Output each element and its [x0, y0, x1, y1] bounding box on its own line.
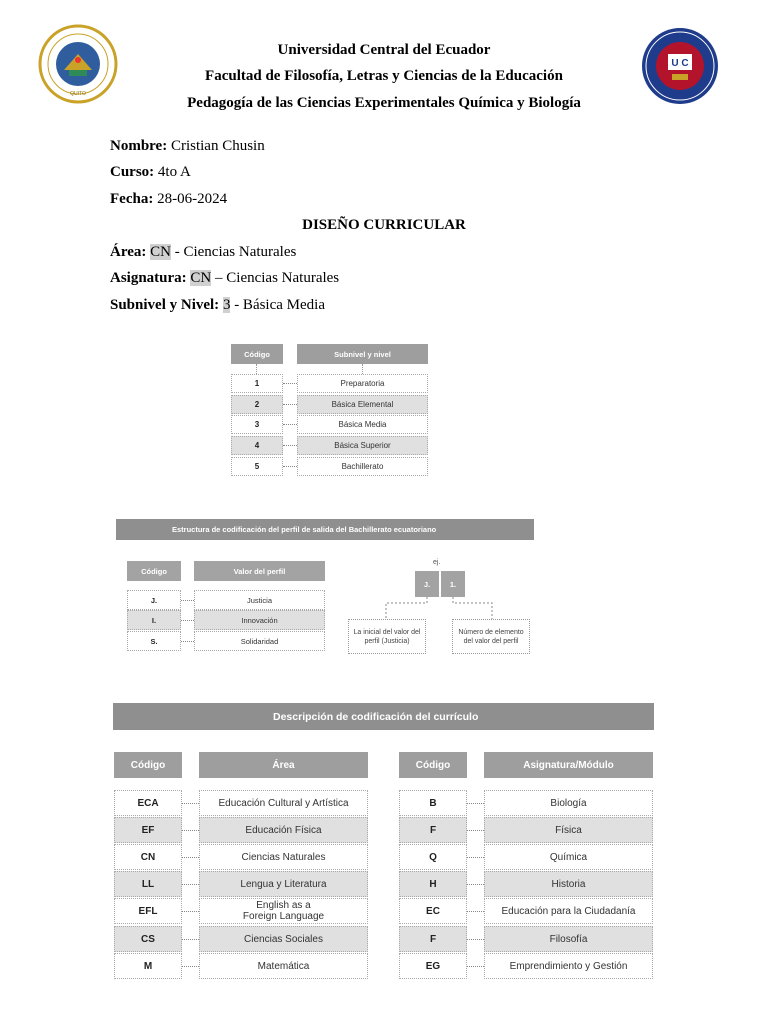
- t1-row-label: Básica Media: [297, 415, 428, 434]
- asignatura-code: CN: [190, 270, 212, 286]
- faculty-seal-logo: [640, 26, 720, 106]
- t2-header-codigo: Código: [127, 561, 181, 581]
- t3-left-label: English as a Foreign Language: [199, 898, 368, 924]
- t1-row-code: 5: [231, 457, 283, 476]
- t3-right-label: Historia: [484, 871, 653, 897]
- t2-row-code: I.: [127, 610, 181, 630]
- t3-left-code: M: [114, 953, 182, 979]
- t1-header-codigo: Código: [231, 344, 283, 364]
- curso-value: 4to A: [157, 164, 191, 180]
- area-value: - Ciencias Naturales: [170, 244, 297, 260]
- nivel-label: Subnivel y Nivel:: [110, 297, 220, 313]
- t2-example-label: ej.: [433, 559, 441, 566]
- t2-row-label: Innovación: [194, 610, 325, 630]
- t1-row-label: Preparatoria: [297, 374, 428, 393]
- t2-example-left-note: La inicial del valor del perfil (Justicia): [348, 619, 426, 654]
- t3-left-code: CN: [114, 844, 182, 870]
- t3-right-code: H: [399, 871, 467, 897]
- t3-right-label: Física: [484, 817, 653, 843]
- t3-right-label: Educación para la Ciudadanía: [484, 898, 653, 924]
- field-fecha: [110, 191, 227, 208]
- nombre-label: Nombre:: [110, 138, 168, 154]
- field-nivel: [110, 297, 325, 314]
- fecha-value: 28-06-2024: [157, 191, 228, 207]
- t2-row-code: S.: [127, 631, 181, 651]
- t2-row-label: Justicia: [194, 590, 325, 610]
- t3-right-code: F: [399, 817, 467, 843]
- t1-row-label: Básica Elemental: [297, 395, 428, 414]
- t3-right-label: Química: [484, 844, 653, 870]
- t3-title-bar: Descripción de codificación del currículo: [113, 703, 654, 730]
- svg-text:QUITO: QUITO: [70, 91, 86, 97]
- t3-right-header-codigo: Código: [399, 752, 467, 778]
- t3-left-header-codigo: Código: [114, 752, 182, 778]
- t3-right-code: EG: [399, 953, 467, 979]
- t1-row-label: Bachillerato: [297, 457, 428, 476]
- t2-example-right-note: Número de elemento del valor del perfil: [452, 619, 530, 654]
- field-curso: [110, 164, 191, 181]
- svg-text:U C: U C: [671, 58, 689, 69]
- t3-left-code: ECA: [114, 790, 182, 816]
- t3-left-label: Educación Física: [199, 817, 368, 843]
- document-title: DISEÑO CURRICULAR: [302, 217, 466, 233]
- t3-left-label: Ciencias Naturales: [199, 844, 368, 870]
- t3-left-code: CS: [114, 926, 182, 952]
- t3-right-label: Filosofía: [484, 926, 653, 952]
- field-nombre: [110, 138, 265, 155]
- curso-label: Curso:: [110, 164, 155, 180]
- area-label: Área:: [110, 244, 147, 260]
- t1-header-subnivel: Subnivel y nivel: [297, 344, 428, 364]
- t3-left-code: EFL: [114, 898, 182, 924]
- career-name: Pedagogía de las Ciencias Experimentales Química y Biología: [187, 95, 581, 111]
- t3-right-code: EC: [399, 898, 467, 924]
- t2-header-valor: Valor del perfil: [194, 561, 325, 581]
- t2-example-code-j: J.: [415, 571, 439, 597]
- t3-left-label: Ciencias Sociales: [199, 926, 368, 952]
- t2-title-bar: Estructura de codificación del perfil de salida del Bachillerato ecuatoriano: [116, 519, 534, 540]
- t3-left-label: Lengua y Literatura: [199, 871, 368, 897]
- t3-right-label: Emprendimiento y Gestión: [484, 953, 653, 979]
- asignatura-value: – Ciencias Naturales: [211, 270, 340, 286]
- t1-row-label: Básica Superior: [297, 436, 428, 455]
- t3-right-header-asignatura: Asignatura/Módulo: [484, 752, 653, 778]
- t1-row-code: 4: [231, 436, 283, 455]
- t3-left-code: LL: [114, 871, 182, 897]
- asignatura-label: Asignatura:: [110, 270, 187, 286]
- t3-left-label: Educación Cultural y Artística: [199, 790, 368, 816]
- t3-left-label: Matemática: [199, 953, 368, 979]
- nivel-code: 3: [222, 297, 231, 313]
- t3-left-header-area: Área: [199, 752, 368, 778]
- t3-right-code: B: [399, 790, 467, 816]
- t2-example-code-1: 1.: [441, 571, 465, 597]
- t3-left-code: EF: [114, 817, 182, 843]
- area-code: CN: [150, 244, 171, 260]
- t1-row-code: 2: [231, 395, 283, 414]
- t2-row-label: Solidaridad: [194, 631, 325, 651]
- nivel-value: - Básica Media: [230, 297, 325, 313]
- t2-example-connectors: [340, 597, 540, 621]
- nombre-value: Cristian Chusin: [170, 138, 265, 154]
- field-asignatura: [110, 270, 339, 287]
- faculty-name: Facultad de Filosofía, Letras y Ciencias de la Educación: [205, 68, 563, 84]
- t1-row-code: 3: [231, 415, 283, 434]
- t2-row-code: J.: [127, 590, 181, 610]
- t1-row-code: 1: [231, 374, 283, 393]
- t3-right-label: Biología: [484, 790, 653, 816]
- fecha-label: Fecha:: [110, 191, 154, 207]
- university-name: Universidad Central del Ecuador: [277, 42, 491, 58]
- university-seal-logo: [38, 24, 118, 104]
- field-area: [110, 244, 296, 261]
- t3-right-code: Q: [399, 844, 467, 870]
- t3-right-code: F: [399, 926, 467, 952]
